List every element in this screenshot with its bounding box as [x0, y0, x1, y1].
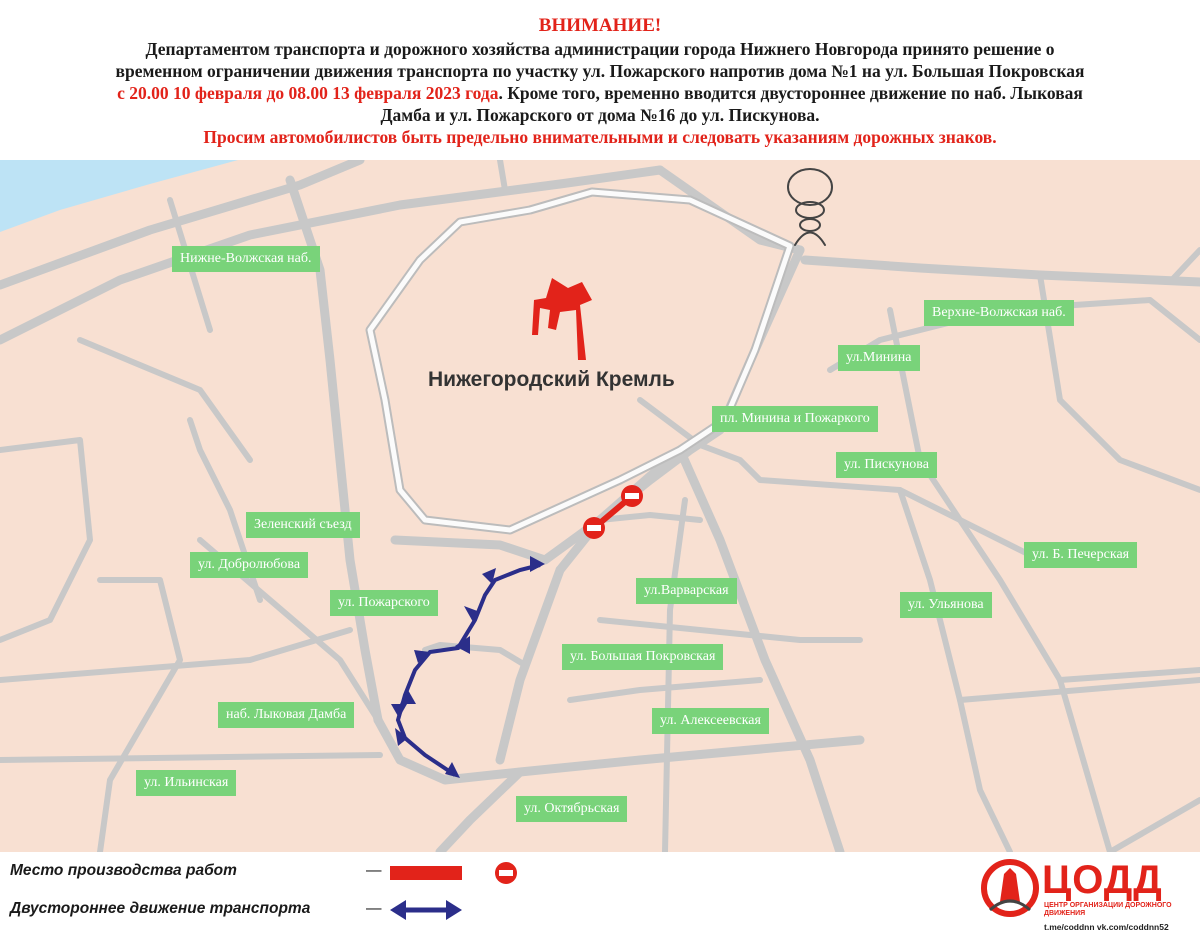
- street-label-lykovaya-damba: наб. Лыковая Дамба: [218, 702, 354, 728]
- street-label-dobrolyubova: ул. Добролюбова: [190, 552, 308, 578]
- legend-works-label: Место производства работ: [10, 862, 237, 879]
- street-label-minina: ул.Минина: [838, 345, 920, 371]
- map-legend: [0, 852, 1200, 936]
- announcement-line-3: [0, 82, 1200, 104]
- traffic-map: [0, 160, 1200, 852]
- legend-dash-1: —: [366, 862, 382, 879]
- announcement-line-3-rest: . Кроме того, временно вводится двустороннее движение по наб. Лыковая: [498, 83, 1083, 103]
- street-label-alekseevskaya: ул. Алексеевская: [652, 708, 769, 734]
- announcement-line-1: Департаментом транспорта и дорожного хозяйства администрации города Нижнего Новгорода принято решение о: [145, 39, 1055, 59]
- street-label-minina-pozharskogo-square: пл. Минина и Пожаркого: [712, 406, 878, 432]
- street-label-piskunova: ул. Пискунова: [836, 452, 937, 478]
- arrow-left-icon: [390, 900, 406, 920]
- codd-social-links: t.me/coddnn vk.com/coddnn52: [1044, 922, 1169, 932]
- street-label-b-pecherskaya: ул. Б. Печерская: [1024, 542, 1137, 568]
- kremlin-label: Нижегородский Кремль: [428, 368, 675, 391]
- kremlin-logo-icon: [532, 278, 592, 360]
- restriction-period: с 20.00 10 февраля до 08.00 13 февраля 2023 года: [117, 83, 499, 103]
- announcement-header: [0, 0, 1200, 160]
- announcement-warning: Просим автомобилистов быть предельно внимательными и следовать указаниям дорожных знаков.: [203, 127, 997, 147]
- street-label-ulyanova: ул. Ульянова: [900, 592, 992, 618]
- announcement-line-2: временном ограничении движения транспорта по участку ул. Пожарского напротив дома №1 на ул. Большая Покровская: [115, 61, 1085, 81]
- announcement-line-4: Дамба и ул. Пожарского от дома №16 до ул. Пискунова.: [380, 105, 820, 125]
- legend-symbols: [0, 852, 1200, 936]
- street-label-nizhne-volzhskaya: Нижне-Волжская наб.: [172, 246, 320, 272]
- street-label-pozharskogo: ул. Пожарского: [330, 590, 438, 616]
- announcement-title: ВНИМАНИЕ!: [538, 15, 662, 36]
- street-label-ilinskaya: ул. Ильинская: [136, 770, 236, 796]
- street-label-verkhne-volzhskaya: Верхне-Волжская наб.: [924, 300, 1074, 326]
- works-zone-symbol: [390, 866, 462, 880]
- codd-emblem-icon: [984, 862, 1036, 914]
- legend-twoway-label: Двустороннее движение транспорта: [10, 900, 311, 917]
- street-label-zelensky-sezd: Зеленский съезд: [246, 512, 360, 538]
- volga-river: [0, 160, 238, 232]
- kremlin-wall: [370, 192, 790, 530]
- street-label-oktyabrskaya: ул. Октябрьская: [516, 796, 627, 822]
- street-label-varvarskaya: ул.Варварская: [636, 578, 737, 604]
- codd-logo-text: ЦОДД: [1042, 858, 1163, 902]
- arrow-right-icon: [446, 900, 462, 920]
- legend-dash-2: —: [366, 900, 382, 917]
- chkalov-stairs: [788, 169, 832, 245]
- codd-logo-subtitle: ЦЕНТР ОРГАНИЗАЦИИ ДОРОЖНОГО ДВИЖЕНИЯ: [1044, 902, 1172, 917]
- street-label-bolshaya-pokrovskaya: ул. Большая Покровская: [562, 644, 723, 670]
